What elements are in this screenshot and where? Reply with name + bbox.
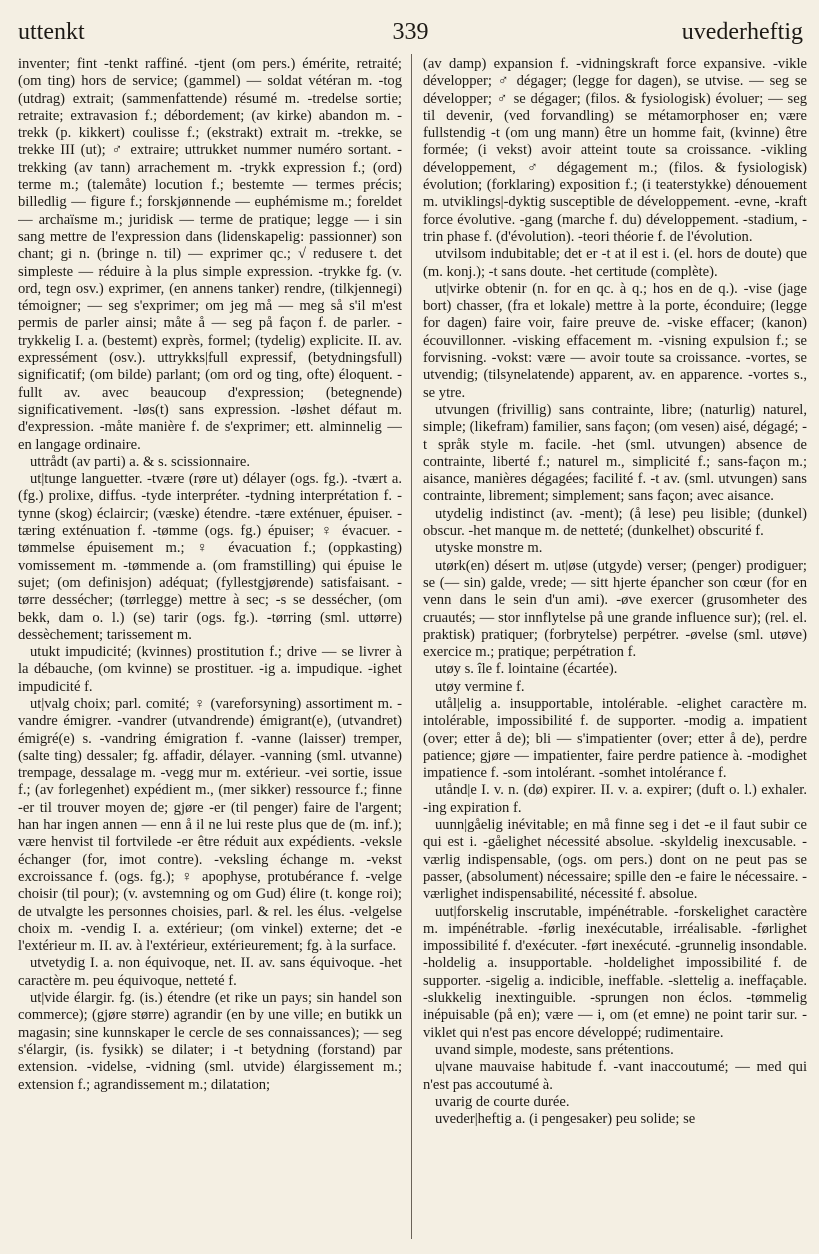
entry: uut|forskelig inscrutable, impénétrable. -forskelighet caractère m. impénétrable. -førlig inexécutable, irréalisable. -førlighet impossibilité f. d'exécuter. -ført inexécuté. -grunnelig insondable. -holdelig a. insupportable. -holdelighet impossibilité f. de supporter. -sigelig a. indicible, ineffable. -slettelig a. ineffaçable. -slukkelig inextinguible. -sprungen non éclos. -tømmelig inépuisable (på en); være — i, om (et emne) ne point tarir sur. -viklet qui n'est pas encore développé; rudimentaire. (423, 903, 807, 1041)
guide-word-right: uvederheftig (681, 18, 803, 45)
entry: utyske monstre m. (435, 540, 543, 557)
entry: utvungen (frivillig) sans contrainte, libre; (naturlig) naturel, simple; (likefram) familier, sans façon; (om vesen) aisé, dégagé; -t språk style m. facile. -het (sml. utvungen) absence de contrainte, liberté f.; naturel m., simplicité f.; sans-façon m.; aisance, manières dégagées; facilité f. -t av. (sml. utvungen) sans contrainte, librement; simplement; sans façon; avec aisance. (423, 401, 807, 505)
entry: inventer; fint -tenkt raffiné. -tjent (om pers.) émérite, retraité; (om ting) hors de service; (gammel) — soldat vétéran m. -tog (utdrag) extrait; (sammenfattende) résumé m. -tredelse sortie; retraite; extravasion f.; débordement; (av kirke) abandon m. -trekk (p. kikkert) coulisse f.; (ekstrakt) extrait m. -trekke, se trekke III (ut); ♂ extraire; uttrukket nummer numéro sortant. -trekking (av tann) arrachement m. -trykk expression f.; (ord) terme m.; (talemåte) locution f.; bestemte — termes précis; billedlig — figure f.; forskjønnende — euphémisme m.; foreldet — archaïsme m.; juridisk — terme de pratique; legge — i sin sang mettre de l'expression dans (lidenskapelig: passionner) son chant; gi n. (bringe n. til) — exprimer qc.; √ redusere t. det simpleste — réduire à la plus simple expression. -trykke fg. (v. ord, tegn osv.) exprimer, (en annens tanker) rendre, (tilkjennegi) témoigner; — seg s'exprimer; om jeg må — meg så s'il m'est permis de parler ainsi; måte å — seg på façon f. de parler. -trykkelig I. a. (bestemt) exprès, formel; (tydelig) explicite. II. av. expressément (osv.). uttrykks|full expressif, (betydningsfull) significatif; (om bilde) parlant; (om ord og ting, ofte) éloquent. -fullt av. avec beaucoup d'expression; (betegnende) significativement. -løs(t) sans expression. -løshet défaut m. d'expression. -måte manière f. de s'exprimer; ett. alminnelig — en langage ordinaire. (18, 56, 402, 453)
entry: utvetydig I. a. non équivoque, net. II. av. sans équivoque. -het caractère m. peu équivoque, netteté f. (18, 955, 402, 989)
entry: u|vane mauvaise habitude f. -vant inaccoutumé; — med qui n'est pas accoutumé à. (423, 1059, 807, 1093)
entry: utøy vermine f. (435, 678, 525, 695)
entry: (av damp) expansion f. -vidningskraft force expansive. -vikle développer; ♂ dégager; (legge for dagen), se utvise. — seg se développer; ♂ se dégager; (filos. & fysiologisk) évoluer; — seg til devenir, (ved forvandling) se métamorphoser en; være fullstendig -t (om ung mann) être un homme fait, (kvinne) être formée; (i vekst) avoir atteint toute sa croissance. -vikling développement, ♂ dégagement m.; (filos. & fysiologisk) évolution; (forklaring) exposition f.; (i teaterstykke) dénouement m. utviklings|-dyktig susceptible de développement. -evne, -kraft force évolutive. -gang (marche f. du) développement. -stadium, -trin phase f. (d'évolution). -teori théorie f. de l'évolution. (423, 56, 807, 245)
entry: utånd|e I. v. n. (dø) expirer. II. v. a. expirer; (duft o. l.) exhaler. -ing expiration f. (423, 782, 807, 816)
entry: utørk(en) désert m. ut|øse (utgyde) verser; (penger) prodiguer; se (— sin) galde, vrede; — sitt hjerte épancher son cœur (for en venn dans le sein d'un ami). -øve exercer (grusomheter des cruautés; — stor innflytelse på une grande influence sur); (rel. el. praktisk) pratiquer; (forbrytelse) perpétrer. -øvelse (sml. utøve) exercice m.; pratique; perpétration f. (423, 557, 807, 661)
entry: ut|tunge languetter. -tvære (røre ut) délayer (ogs. fg.). -tvært a. (fg.) prolixe, diffus. -tyde interpréter. -tydning interprétation f. -tynne (skog) éclaircir; (væske) étendre. -tære exténuer, épuiser. -tæring exténuation f. -tømme (ogs. fg.) épuiser; ♀ évacuer. -tømmelse épuisement m.; ♀ évacuation f.; (oppkasting) vomissement m. -tømmende a. (om framstilling) qui épuise le sujet; (om definisjon) adéquat; (fyllestgjørende) satisfaisant. -tørre dessécher; (tørrlegge) mettre à sec; -s se dessécher, (om bekk, dam o. l.) (se) tarir (ogs. fg.). -tørring (sml. uttørre) dessèchement; tarissement m. (18, 471, 402, 643)
entry: ut|vide élargir. fg. (is.) étendre (et rike un pays; sin handel son commerce); (gjøre større) agrandir (en by une ville; en butikk un magasin; sine kunnskaper le cercle de ses connaissances); — seg s'élargir, (is. fysikk) se dilater; i -t betydning (forstand) par extension. -videlse, -vidning (sml. utvide) élargissement m.; extension f.; agrandissement m.; dilatation; (18, 990, 402, 1093)
column-divider (411, 54, 412, 1239)
entry: uveder|heftig a. (i pengesaker) peu solide; se (435, 1111, 696, 1128)
page-number: 339 (392, 18, 429, 45)
page-header (18, 14, 803, 50)
entry: utål|elig a. insupportable, intolérable. -elighet caractère m. intolérable, impossibilité f. de supporter. -modig a. impatient (over; etter å de); bli — s'impatienter (over; etter å de), perdre patience; gjøre — impatienter, faire perdre patience à. -modighet impatience f. -som intolérant. -somhet intolérance f. (423, 695, 807, 782)
entry: uunn|gåelig inévitable; en må finne seg i det -e il faut subir ce qui est i. -gåelighet nécessité absolue. -skyldelig inexcusable. -værlig indispensable, (ogs. om pers.) dont on ne peut pas se passer, (absolument) nécessaire; spille den -e faire le nécessaire. -værlighet indispensabilité, nécessité f. absolue. (423, 817, 807, 903)
entry: uttrådt (av parti) a. & s. scissionnaire. (30, 453, 251, 470)
guide-word-left: uttenkt (18, 18, 85, 45)
right-column (423, 56, 807, 1246)
entry: ut|virke obtenir (n. for en qc. à q.; hos en de q.). -vise (jage bort) chasser, (fra et lokale) mettre à la porte, éconduire; (legge for dagen) faire voir, faire preuve de. -viske effacer; (kanon) écouvillonner. -visking effacement m. -visning expulsion f.; se forvisning. -vokst: være — avoir toute sa croissance. -vortes, se utvendig; (tilsynelatende) apparent, av. en apparence. -vortes s., se ytre. (423, 280, 807, 401)
entry: utukt impudicité; (kvinnes) prostitution f.; drive — se livrer à la débauche, (om kvinne) se prostituer. -ig a. impudique. -ighet impudicité f. (18, 644, 402, 695)
entry: utøy s. île f. lointaine (écartée). (435, 661, 618, 678)
left-column (18, 56, 402, 1246)
entry: ut|valg choix; parl. comité; ♀ (vareforsyning) assortiment m. -vandre émigrer. -vandrer (utvandrende) émigrant(e), (utvandret) émigré(e) s. -vandring émigration f. -vanne (laisser) tremper, (salte ting) dessaler; fg. affadir, délayer. -vanning (sml. utvanne) trempage, dessalage m. -vegg mur m. extérieur. -vei sortie, issue f.; (av forlegenhet) expédient m., (mer sikker) ressource f.; finne -er til trouver moyen de; gjøre -er (til penger) faire de l'argent; han har ingen annen — enn å il ne lui reste plus que de (m. inf.); være henvist til fortvilede -er être réduit aux expédients. -veksle échanger (for, imot contre). -veksling échange m. -vekst excroissance f. (ogs. fg.); ♀ apophyse, protubérance f. -velge choisir (til pour); (v. avstemning og om Gud) élire (t. konge roi); de utvalgte les personnes choisies, parl. & rel. les élus. -velgelse choix m. -vendig I. a. extérieur; (om vinkel) externe; det -e l'extérieur m. II. av. à l'extérieur, extérieurement; fg. à la surface. (18, 695, 402, 955)
entry: utydelig indistinct (av. -ment); (å lese) peu lisible; (dunkel) obscur. -het manque m. de netteté; (dunkelhet) obscurité f. (423, 505, 807, 540)
entry: uvand simple, modeste, sans prétentions. (435, 1041, 674, 1058)
entry: uvarig de courte durée. (435, 1093, 570, 1110)
entry: utvilsom indubitable; det er -t at il est i. (el. hors de doute) que (m. konj.); -t sans doute. -het certitude (complète). (423, 246, 807, 280)
